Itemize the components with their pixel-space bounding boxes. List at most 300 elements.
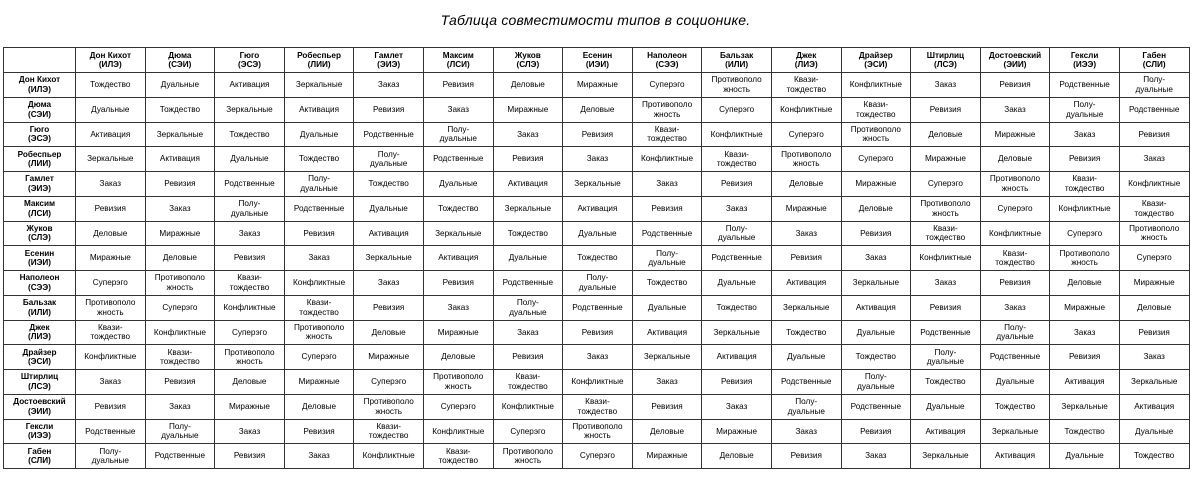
table-cell: Заказ xyxy=(771,419,841,444)
table-cell: Полу- дуальные xyxy=(215,196,285,221)
table-cell: Конфликтные xyxy=(354,444,424,469)
table-cell: Заказ xyxy=(1050,320,1120,345)
row-header: Жуков (СЛЭ) xyxy=(4,221,76,246)
table-cell: Заказ xyxy=(632,370,702,395)
table-cell: Полу- дуальные xyxy=(284,172,354,197)
table-cell: Тождество xyxy=(911,370,981,395)
table-cell: Противополо жность xyxy=(911,196,981,221)
table-cell: Активация xyxy=(354,221,424,246)
table-cell: Квази- тождество xyxy=(1050,172,1120,197)
table-cell: Ревизия xyxy=(423,73,493,98)
column-header: Дюма (СЭИ) xyxy=(145,48,215,73)
table-cell: Миражные xyxy=(145,221,215,246)
table-cell: Квази- тождество xyxy=(702,147,772,172)
table-cell: Активация xyxy=(76,122,146,147)
table-cell: Деловые xyxy=(702,444,772,469)
table-cell: Квази- тождество xyxy=(215,271,285,296)
table-cell: Родственные xyxy=(841,394,911,419)
table-cell: Деловые xyxy=(76,221,146,246)
row-header: Робеспьер (ЛИИ) xyxy=(4,147,76,172)
column-header: Гюго (ЭСЭ) xyxy=(215,48,285,73)
table-cell: Заказ xyxy=(841,246,911,271)
table-cell: Заказ xyxy=(493,122,563,147)
table-cell: Миражные xyxy=(1050,295,1120,320)
table-cell: Дуальные xyxy=(1050,444,1120,469)
table-cell: Конфликтные xyxy=(284,271,354,296)
table-cell: Суперэго xyxy=(1050,221,1120,246)
table-cell: Суперэго xyxy=(215,320,285,345)
table-cell: Ревизия xyxy=(145,370,215,395)
table-cell: Активация xyxy=(841,295,911,320)
table-cell: Заказ xyxy=(563,147,633,172)
table-cell: Заказ xyxy=(1119,147,1189,172)
table-cell: Деловые xyxy=(563,97,633,122)
table-cell: Заказ xyxy=(771,221,841,246)
table-cell: Противополо жность xyxy=(354,394,424,419)
table-cell: Зеркальные xyxy=(911,444,981,469)
table-cell: Ревизия xyxy=(423,271,493,296)
table-cell: Конфликтные xyxy=(841,73,911,98)
table-cell: Квази- тождество xyxy=(493,370,563,395)
table-cell: Дуальные xyxy=(215,147,285,172)
table-row xyxy=(4,196,1190,221)
table-cell: Квази- тождество xyxy=(145,345,215,370)
table-row xyxy=(4,419,1190,444)
table-cell: Квази- тождество xyxy=(563,394,633,419)
table-cell: Заказ xyxy=(632,172,702,197)
table-cell: Суперэго xyxy=(493,419,563,444)
table-cell: Ревизия xyxy=(354,295,424,320)
row-header: Максим (ЛСИ) xyxy=(4,196,76,221)
row-header: Джек (ЛИЭ) xyxy=(4,320,76,345)
table-row xyxy=(4,370,1190,395)
row-header: Штирлиц (ЛСЭ) xyxy=(4,370,76,395)
table-cell: Конфликтные xyxy=(771,97,841,122)
table-cell: Заказ xyxy=(1119,345,1189,370)
table-cell: Полу- дуальные xyxy=(1119,73,1189,98)
row-header: Достоевский (ЭИИ) xyxy=(4,394,76,419)
table-row xyxy=(4,345,1190,370)
table-cell: Тождество xyxy=(493,221,563,246)
table-cell: Квази- тождество xyxy=(911,221,981,246)
table-cell: Активация xyxy=(1050,370,1120,395)
table-cell: Родственные xyxy=(493,271,563,296)
table-cell: Суперэго xyxy=(1119,246,1189,271)
row-header: Есенин (ИЭИ) xyxy=(4,246,76,271)
table-cell: Заказ xyxy=(284,444,354,469)
column-header: Габен (СЛИ) xyxy=(1119,48,1189,73)
table-cell: Деловые xyxy=(980,147,1050,172)
row-header: Драйзер (ЭСИ) xyxy=(4,345,76,370)
table-cell: Родственные xyxy=(563,295,633,320)
table-cell: Активация xyxy=(215,73,285,98)
row-header: Гюго (ЭСЭ) xyxy=(4,122,76,147)
table-cell: Миражные xyxy=(771,196,841,221)
table-cell: Ревизия xyxy=(841,221,911,246)
table-cell: Полу- дуальные xyxy=(354,147,424,172)
table-cell: Ревизия xyxy=(493,147,563,172)
table-cell: Тождество xyxy=(354,172,424,197)
table-cell: Заказ xyxy=(76,370,146,395)
row-header: Бальзак (ИЛИ) xyxy=(4,295,76,320)
table-cell: Заказ xyxy=(911,73,981,98)
table-cell: Ревизия xyxy=(980,73,1050,98)
table-cell: Тождество xyxy=(423,196,493,221)
table-cell: Дуальные xyxy=(423,172,493,197)
table-cell: Зеркальные xyxy=(771,295,841,320)
table-cell: Деловые xyxy=(911,122,981,147)
table-cell: Полу- дуальные xyxy=(493,295,563,320)
table-cell: Суперэго xyxy=(145,295,215,320)
table-cell: Ревизия xyxy=(911,295,981,320)
table-cell: Дуальные xyxy=(911,394,981,419)
table-cell: Заказ xyxy=(702,196,772,221)
table-cell: Полу- дуальные xyxy=(771,394,841,419)
table-cell: Полу- дуальные xyxy=(145,419,215,444)
table-cell: Ревизия xyxy=(354,97,424,122)
table-cell: Миражные xyxy=(76,246,146,271)
table-cell: Зеркальные xyxy=(284,73,354,98)
table-cell: Квази- тождество xyxy=(771,73,841,98)
column-header: Робеспьер (ЛИИ) xyxy=(284,48,354,73)
table-cell: Деловые xyxy=(1119,295,1189,320)
table-cell: Дуальные xyxy=(771,345,841,370)
column-header: Жуков (СЛЭ) xyxy=(493,48,563,73)
table-cell: Квази- тождество xyxy=(284,295,354,320)
table-cell: Ревизия xyxy=(771,444,841,469)
table-cell: Зеркальные xyxy=(841,271,911,296)
table-cell: Противополо жность xyxy=(632,97,702,122)
table-cell: Ревизия xyxy=(841,419,911,444)
corner-cell xyxy=(4,48,76,73)
table-cell: Зеркальные xyxy=(632,345,702,370)
table-cell: Конфликтные xyxy=(632,147,702,172)
table-cell: Ревизия xyxy=(284,419,354,444)
table-cell: Противополо жность xyxy=(493,444,563,469)
table-cell: Конфликтные xyxy=(215,295,285,320)
table-cell: Полу- дуальные xyxy=(563,271,633,296)
table-cell: Активация xyxy=(702,345,772,370)
table-cell: Квази- тождество xyxy=(76,320,146,345)
table-row xyxy=(4,73,1190,98)
table-cell: Тождество xyxy=(980,394,1050,419)
table-cell: Зеркальные xyxy=(563,172,633,197)
table-cell: Родственные xyxy=(702,246,772,271)
table-cell: Заказ xyxy=(911,271,981,296)
table-cell: Активация xyxy=(493,172,563,197)
table-cell: Зеркальные xyxy=(145,122,215,147)
table-cell: Суперэго xyxy=(771,122,841,147)
table-cell: Конфликтные xyxy=(911,246,981,271)
row-header: Дюма (СЭИ) xyxy=(4,97,76,122)
table-cell: Полу- дуальные xyxy=(423,122,493,147)
table-cell: Миражные xyxy=(563,73,633,98)
table-cell: Родственные xyxy=(1050,73,1120,98)
table-cell: Заказ xyxy=(145,394,215,419)
table-cell: Заказ xyxy=(980,295,1050,320)
table-cell: Миражные xyxy=(911,147,981,172)
column-header: Максим (ЛСИ) xyxy=(423,48,493,73)
table-cell: Ревизия xyxy=(1050,345,1120,370)
table-cell: Ревизия xyxy=(1050,147,1120,172)
table-cell: Активация xyxy=(563,196,633,221)
table-cell: Дуальные xyxy=(145,73,215,98)
table-row xyxy=(4,444,1190,469)
table-cell: Конфликтные xyxy=(563,370,633,395)
table-cell: Квази- тождество xyxy=(841,97,911,122)
table-cell: Родственные xyxy=(215,172,285,197)
table-cell: Деловые xyxy=(145,246,215,271)
table-cell: Тождество xyxy=(284,147,354,172)
table-cell: Конфликтные xyxy=(1050,196,1120,221)
table-cell: Противополо жность xyxy=(145,271,215,296)
table-cell: Заказ xyxy=(563,345,633,370)
column-header: Гексли (ИЭЭ) xyxy=(1050,48,1120,73)
table-cell: Активация xyxy=(632,320,702,345)
table-cell: Тождество xyxy=(841,345,911,370)
table-cell: Противополо жность xyxy=(702,73,772,98)
table-cell: Миражные xyxy=(493,97,563,122)
table-cell: Ревизия xyxy=(1119,122,1189,147)
table-cell: Полу- дуальные xyxy=(841,370,911,395)
table-cell: Миражные xyxy=(1119,271,1189,296)
table-cell: Дуальные xyxy=(284,122,354,147)
table-cell: Дуальные xyxy=(354,196,424,221)
table-cell: Ревизия xyxy=(215,444,285,469)
table-cell: Тождество xyxy=(702,295,772,320)
table-cell: Тождество xyxy=(1050,419,1120,444)
column-header: Достоевский (ЭИИ) xyxy=(980,48,1050,73)
table-cell: Активация xyxy=(423,246,493,271)
table-cell: Тождество xyxy=(632,271,702,296)
table-cell: Активация xyxy=(1119,394,1189,419)
table-cell: Суперэго xyxy=(76,271,146,296)
table-cell: Конфликтные xyxy=(702,122,772,147)
table-cell: Зеркальные xyxy=(76,147,146,172)
table-cell: Ревизия xyxy=(76,196,146,221)
table-cell: Зеркальные xyxy=(702,320,772,345)
table-cell: Зеркальные xyxy=(980,419,1050,444)
table-cell: Суперэго xyxy=(911,172,981,197)
table-cell: Ревизия xyxy=(145,172,215,197)
table-row xyxy=(4,147,1190,172)
table-cell: Ревизия xyxy=(563,320,633,345)
table-body xyxy=(4,73,1190,469)
table-cell: Заказ xyxy=(354,73,424,98)
table-cell: Родственные xyxy=(145,444,215,469)
table-cell: Заказ xyxy=(215,419,285,444)
table-row xyxy=(4,271,1190,296)
table-cell: Противополо жность xyxy=(215,345,285,370)
table-cell: Миражные xyxy=(215,394,285,419)
table-cell: Родственные xyxy=(284,196,354,221)
table-cell: Активация xyxy=(145,147,215,172)
table-cell: Полу- дуальные xyxy=(911,345,981,370)
table-cell: Противополо жность xyxy=(423,370,493,395)
table-cell: Суперэго xyxy=(354,370,424,395)
table-cell: Деловые xyxy=(841,196,911,221)
table-cell: Квази- тождество xyxy=(354,419,424,444)
table-cell: Квази- тождество xyxy=(980,246,1050,271)
table-cell: Миражные xyxy=(980,122,1050,147)
table-cell: Родственные xyxy=(423,147,493,172)
column-header: Драйзер (ЭСИ) xyxy=(841,48,911,73)
table-cell: Родственные xyxy=(632,221,702,246)
table-cell: Заказ xyxy=(284,246,354,271)
table-cell: Конфликтные xyxy=(76,345,146,370)
table-cell: Зеркальные xyxy=(493,196,563,221)
table-cell: Ревизия xyxy=(632,394,702,419)
table-cell: Дуальные xyxy=(702,271,772,296)
table-cell: Миражные xyxy=(354,345,424,370)
table-cell: Ревизия xyxy=(563,122,633,147)
table-cell: Квази- тождество xyxy=(632,122,702,147)
table-cell: Полу- дуальные xyxy=(632,246,702,271)
table-cell: Деловые xyxy=(493,73,563,98)
table-cell: Активация xyxy=(284,97,354,122)
table-cell: Деловые xyxy=(215,370,285,395)
table-cell: Тождество xyxy=(215,122,285,147)
row-header: Наполеон (СЭЭ) xyxy=(4,271,76,296)
table-row xyxy=(4,97,1190,122)
table-cell: Родственные xyxy=(1119,97,1189,122)
table-cell: Деловые xyxy=(423,345,493,370)
table-cell: Миражные xyxy=(284,370,354,395)
row-header: Гексли (ИЭЭ) xyxy=(4,419,76,444)
table-cell: Ревизия xyxy=(1119,320,1189,345)
column-header: Штирлиц (ЛСЭ) xyxy=(911,48,981,73)
table-row xyxy=(4,295,1190,320)
table-cell: Дуальные xyxy=(493,246,563,271)
table-cell: Заказ xyxy=(980,97,1050,122)
table-cell: Заказ xyxy=(1050,122,1120,147)
table-cell: Конфликтные xyxy=(980,221,1050,246)
table-row xyxy=(4,394,1190,419)
table-cell: Противополо жность xyxy=(563,419,633,444)
row-header: Дон Кихот (ИЛЭ) xyxy=(4,73,76,98)
table-row xyxy=(4,221,1190,246)
table-cell: Заказ xyxy=(423,97,493,122)
table-cell: Активация xyxy=(771,271,841,296)
table-cell: Тождество xyxy=(771,320,841,345)
table-row xyxy=(4,172,1190,197)
table-cell: Зеркальные xyxy=(423,221,493,246)
table-cell: Деловые xyxy=(771,172,841,197)
table-cell: Суперэго xyxy=(702,97,772,122)
table-cell: Тождество xyxy=(1119,444,1189,469)
table-cell: Ревизия xyxy=(980,271,1050,296)
table-cell: Зеркальные xyxy=(215,97,285,122)
table-cell: Заказ xyxy=(354,271,424,296)
table-cell: Суперэго xyxy=(284,345,354,370)
table-cell: Миражные xyxy=(702,419,772,444)
table-cell: Конфликтные xyxy=(423,419,493,444)
table-cell: Конфликтные xyxy=(493,394,563,419)
table-cell: Тождество xyxy=(563,246,633,271)
table-cell: Родственные xyxy=(76,419,146,444)
table-cell: Суперэго xyxy=(632,73,702,98)
table-cell: Ревизия xyxy=(702,172,772,197)
table-cell: Конфликтные xyxy=(1119,172,1189,197)
row-header: Габен (СЛИ) xyxy=(4,444,76,469)
table-cell: Ревизия xyxy=(493,345,563,370)
table-cell: Противополо жность xyxy=(1119,221,1189,246)
table-cell: Заказ xyxy=(215,221,285,246)
table-cell: Дуальные xyxy=(76,97,146,122)
table-cell: Противополо жность xyxy=(841,122,911,147)
table-cell: Миражные xyxy=(423,320,493,345)
table-cell: Полу- дуальные xyxy=(702,221,772,246)
column-header: Джек (ЛИЭ) xyxy=(771,48,841,73)
table-cell: Суперэго xyxy=(423,394,493,419)
table-cell: Заказ xyxy=(423,295,493,320)
table-cell: Зеркальные xyxy=(1050,394,1120,419)
table-cell: Ревизия xyxy=(284,221,354,246)
table-cell: Дуальные xyxy=(563,221,633,246)
column-header: Бальзак (ИЛИ) xyxy=(702,48,772,73)
page-title: Таблица совместимости типов в соционике. xyxy=(440,12,751,28)
table-cell: Дуальные xyxy=(980,370,1050,395)
table-cell: Полу- дуальные xyxy=(980,320,1050,345)
table-cell: Ревизия xyxy=(215,246,285,271)
table-cell: Тождество xyxy=(76,73,146,98)
table-cell: Дуальные xyxy=(632,295,702,320)
table-cell: Родственные xyxy=(911,320,981,345)
table-cell: Заказ xyxy=(841,444,911,469)
table-cell: Суперэго xyxy=(980,196,1050,221)
table-cell: Ревизия xyxy=(771,246,841,271)
table-cell: Заказ xyxy=(702,394,772,419)
table-cell: Заказ xyxy=(493,320,563,345)
column-header: Гамлет (ЭИЭ) xyxy=(354,48,424,73)
header-row xyxy=(4,48,1190,73)
table-cell: Полу- дуальные xyxy=(1050,97,1120,122)
table-cell: Противополо жность xyxy=(1050,246,1120,271)
table-cell: Зеркальные xyxy=(354,246,424,271)
table-cell: Противополо жность xyxy=(284,320,354,345)
table-cell: Миражные xyxy=(632,444,702,469)
table-cell: Противополо жность xyxy=(771,147,841,172)
table-cell: Дуальные xyxy=(1119,419,1189,444)
table-cell: Противополо жность xyxy=(76,295,146,320)
column-header: Наполеон (СЭЭ) xyxy=(632,48,702,73)
table-cell: Ревизия xyxy=(702,370,772,395)
table-cell: Конфликтные xyxy=(145,320,215,345)
table-row xyxy=(4,246,1190,271)
table-cell: Деловые xyxy=(632,419,702,444)
table-cell: Ревизия xyxy=(911,97,981,122)
table-cell: Родственные xyxy=(354,122,424,147)
table-cell: Деловые xyxy=(354,320,424,345)
table-cell: Дуальные xyxy=(841,320,911,345)
table-cell: Ревизия xyxy=(632,196,702,221)
table-row xyxy=(4,122,1190,147)
compatibility-table xyxy=(3,47,1190,469)
table-cell: Заказ xyxy=(76,172,146,197)
table-cell: Активация xyxy=(980,444,1050,469)
column-header: Есенин (ИЭИ) xyxy=(563,48,633,73)
table-cell: Противополо жность xyxy=(980,172,1050,197)
table-cell: Полу- дуальные xyxy=(76,444,146,469)
table-cell: Заказ xyxy=(145,196,215,221)
column-header: Дон Кихот (ИЛЭ) xyxy=(76,48,146,73)
table-cell: Ревизия xyxy=(76,394,146,419)
table-cell: Активация xyxy=(911,419,981,444)
table-cell: Квази- тождество xyxy=(423,444,493,469)
table-cell: Тождество xyxy=(145,97,215,122)
table-cell: Родственные xyxy=(980,345,1050,370)
table-cell: Зеркальные xyxy=(1119,370,1189,395)
